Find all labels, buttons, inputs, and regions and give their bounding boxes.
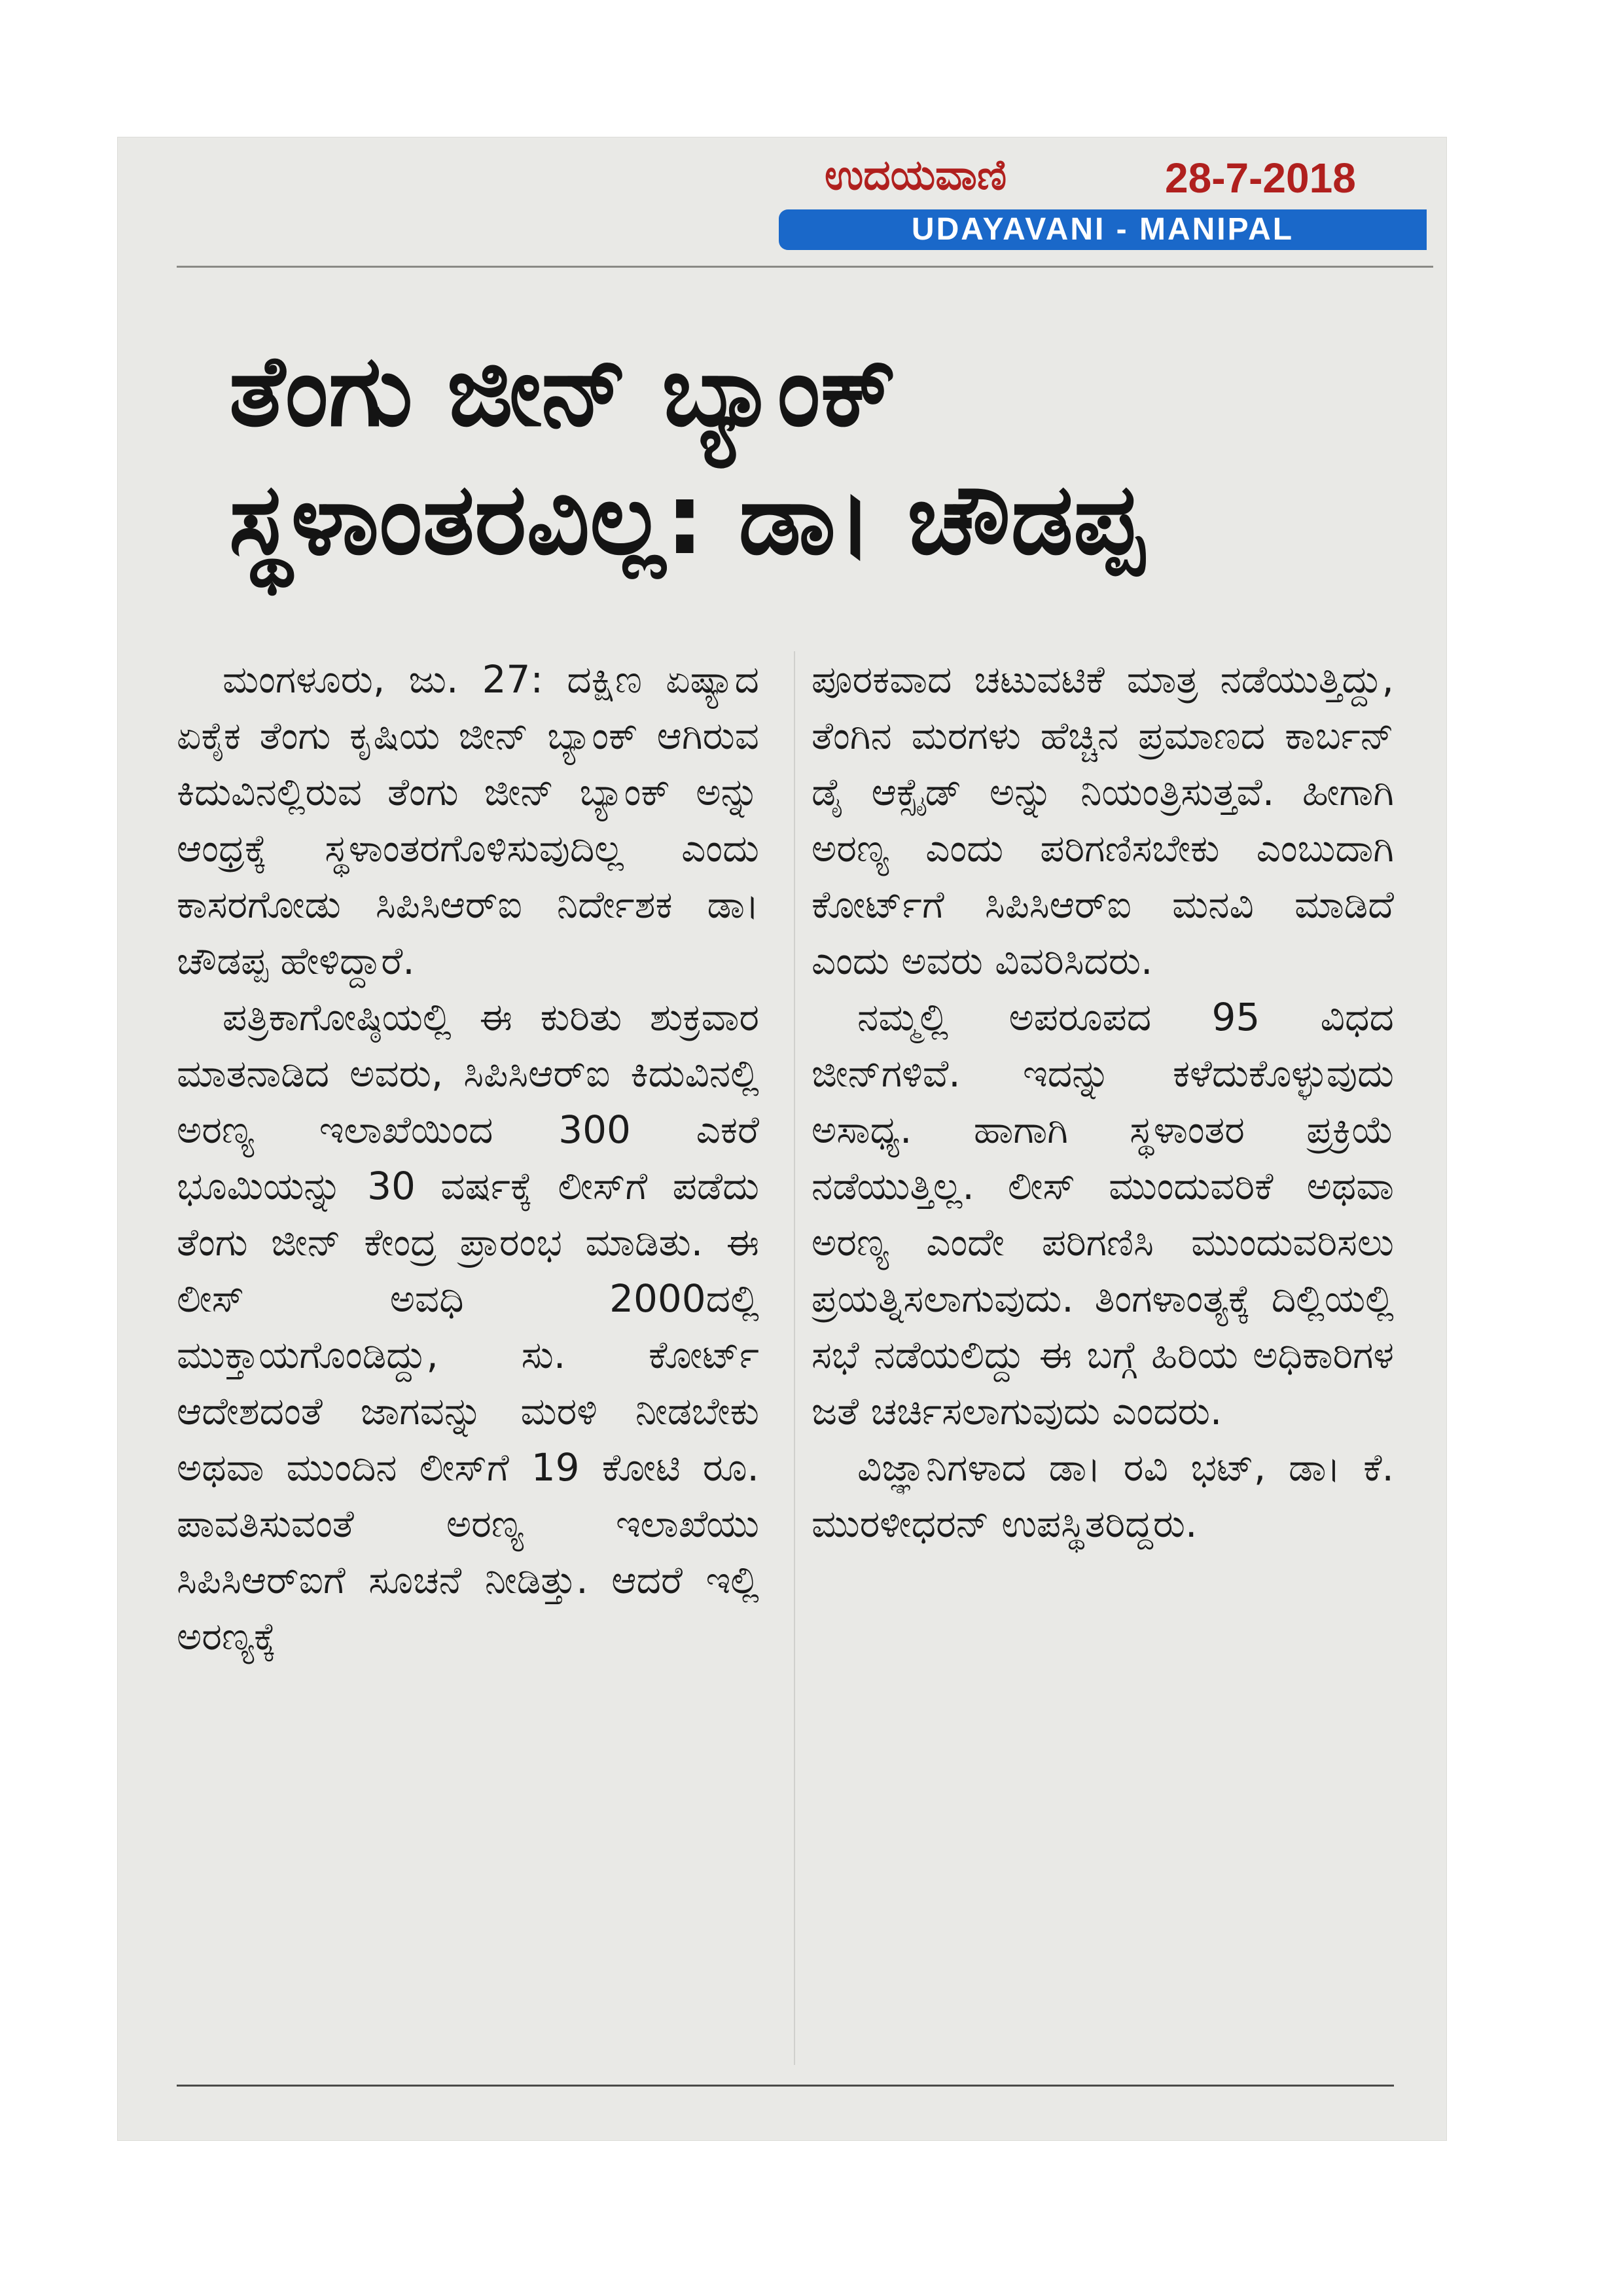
- headline-line-1: ತೆಂಗು ಜೀನ್ ಬ್ಯಾಂಕ್: [229, 334, 897, 448]
- top-rule: [177, 266, 1433, 268]
- newspaper-name-english: UDAYAVANI - MANIPAL: [911, 212, 1294, 247]
- paragraph: ಪತ್ರಿಕಾಗೋಷ್ಠಿಯಲ್ಲಿ ಈ ಕುರಿತು ಶುಕ್ರವಾರ ಮಾತನಾಡಿದ ಅವರು, ಸಿಪಿಸಿಆರ್‌ಐ ಕಿದುವಿನಲ್ಲಿ ಅರಣ್ಯ ಇಲಾಖೆಯಿಂದ 300 ಎಕರೆ ಭೂಮಿಯನ್ನು 30 ವರ್ಷಕ್ಕೆ ಲೀಸ್‌ಗೆ ಪಡೆದು ತೆಂಗು ಜೀನ್ ಕೇಂದ್ರ ಪ್ರಾರಂಭ ಮಾಡಿತು. ಈ ಲೀಸ್ ಅವಧಿ 2000ದಲ್ಲಿ ಮುಕ್ತಾಯಗೊಂಡಿದ್ದು, ಸು. ಕೋರ್ಟ್ ಆದೇಶದಂತೆ ಜಾಗವನ್ನು ಮರಳಿ ನೀಡಬೇಕು ಅಥವಾ ಮುಂದಿನ ಲೀಸ್‌ಗೆ 19 ಕೋಟಿ ರೂ. ಪಾವತಿಸುವಂತೆ ಅರಣ್ಯ ಇಲಾಖೆಯು ಸಿಪಿಸಿಆರ್‌ಐಗೆ ಸೂಚನೆ ನೀಡಿತ್ತು. ಆದರೆ ಇಲ್ಲಿ ಅರಣ್ಯಕ್ಕೆ: [177, 995, 759, 1659]
- column-divider: [794, 651, 795, 2065]
- bottom-rule: [177, 2085, 1394, 2087]
- paragraph: ಮಂಗಳೂರು, ಜು. 27: ದಕ್ಷಿಣ ಏಷ್ಯಾದ ಏಕೈಕ ತೆಂಗು ಕೃಷಿಯ ಜೀನ್ ಬ್ಯಾಂಕ್ ಆಗಿರುವ ಕಿದುವಿನಲ್ಲಿರುವ ತೆಂಗು ಜೀನ್ ಬ್ಯಾಂಕ್ ಅನ್ನು ಆಂಧ್ರಕ್ಕೆ ಸ್ಥಳಾಂತರಗೊಳಿಸುವುದಿಲ್ಲ ಎಂದು ಕಾಸರಗೋಡು ಸಿಪಿಸಿಆರ್‌ಐ ನಿರ್ದೇಶಕ ಡಾ। ಚೌಡಪ್ಪ ಹೇಳಿದ್ದಾರೆ.: [177, 657, 759, 983]
- headline-line-2: ಸ್ಥಳಾಂತರವಿಲ್ಲ: ಡಾ। ಚೌಡಪ್ಪ: [229, 463, 1144, 577]
- newspaper-name-kannada: ಉದಯವಾಣಿ: [825, 151, 1007, 200]
- article-body: [177, 651, 1394, 2065]
- paragraph: ಪೂರಕವಾದ ಚಟುವಟಿಕೆ ಮಾತ್ರ ನಡೆಯುತ್ತಿದ್ದು, ತೆಂಗಿನ ಮರಗಳು ಹೆಚ್ಚಿನ ಪ್ರಮಾಣದ ಕಾರ್ಬನ್ ಡೈ ಆಕ್ಸೈಡ್ ಅನ್ನು ನಿಯಂತ್ರಿಸುತ್ತವೆ. ಹೀಗಾಗಿ ಅರಣ್ಯ ಎಂದು ಪರಿಗಣಿಸಬೇಕು ಎಂಬುದಾಗಿ ಕೋರ್ಟ್‌ಗೆ ಸಿಪಿಸಿಆರ್‌ಐ ಮನವಿ ಮಾಡಿದೆ ಎಂದು ಅವರು ವಿವರಿಸಿದರು.: [812, 657, 1394, 983]
- masthead: [118, 137, 1446, 262]
- article-column-1: [177, 651, 759, 2065]
- paragraph: ನಮ್ಮಲ್ಲಿ ಅಪರೂಪದ 95 ವಿಧದ ಜೀನ್‌ಗಳಿವೆ. ಇದನ್ನು ಕಳೆದುಕೊಳ್ಳುವುದು ಅಸಾಧ್ಯ. ಹಾಗಾಗಿ ಸ್ಥಳಾಂತರ ಪ್ರಕ್ರಿಯೆ ನಡೆಯುತ್ತಿಲ್ಲ. ಲೀಸ್ ಮುಂದುವರಿಕೆ ಅಥವಾ ಅರಣ್ಯ ಎಂದೇ ಪರಿಗಣಿಸಿ ಮುಂದುವರಿಸಲು ಪ್ರಯತ್ನಿಸಲಾಗುವುದು. ತಿಂಗಳಾಂತ್ಯಕ್ಕೆ ದಿಲ್ಲಿಯಲ್ಲಿ ಸಭೆ ನಡೆಯಲಿದ್ದು ಈ ಬಗ್ಗೆ ಹಿರಿಯ ಅಧಿಕಾರಿಗಳ ಜತೆ ಚರ್ಚಿಸಲಾಗುವುದು ಎಂದರು.: [812, 995, 1394, 1433]
- headline: [229, 327, 1394, 584]
- newspaper-brand-bar: [779, 209, 1427, 250]
- article-column-2: [812, 651, 1394, 2065]
- newspaper-clipping: [118, 137, 1446, 2140]
- paragraph: ವಿಜ್ಞಾನಿಗಳಾದ ಡಾ। ರವಿ ಭಟ್, ಡಾ। ಕೆ. ಮುರಳೀಧರನ್ ಉಪಸ್ಥಿತರಿದ್ದರು.: [812, 1445, 1394, 1546]
- publication-date: 28-7-2018: [1165, 154, 1356, 202]
